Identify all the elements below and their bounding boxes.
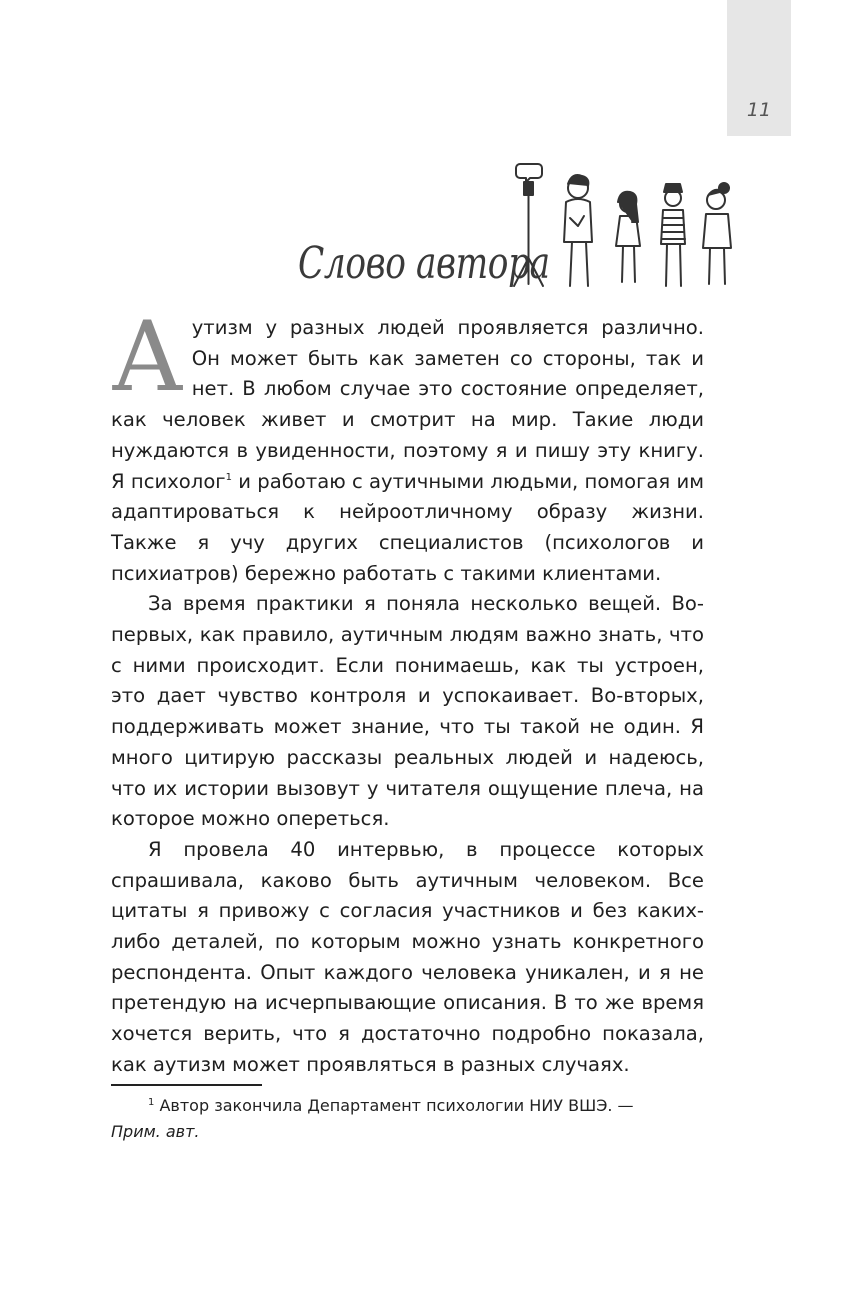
footnote xyxy=(111,1093,711,1145)
footnote-text: Автор закончила Департамент психологии НИУ ВШЭ. — xyxy=(159,1096,634,1115)
person-icon xyxy=(564,175,592,286)
person-icon xyxy=(703,183,731,284)
footnote-note: Прим. авт. xyxy=(111,1122,200,1141)
footnote-divider xyxy=(111,1084,262,1086)
chapter-title: Слово автора xyxy=(298,238,550,289)
footnote-marker: 1 xyxy=(148,1097,155,1108)
body-text xyxy=(111,301,704,1081)
paragraph xyxy=(111,301,704,589)
drop-cap: А xyxy=(111,301,184,413)
paragraph-text: утизм у разных людей проявляется различно. Он может быть как заметен со стороны, так и нет. В любом случае это состояние определяет, как человек живет и смотрит на мир. Такие люди нуждаются в увиденности, поэтому я и пишу эту книгу. Я психолог xyxy=(111,316,704,493)
person-icon xyxy=(616,192,640,282)
people-microphone-illustration xyxy=(510,158,742,298)
paragraph: За время практики я поняла несколько вещей. Во-первых, как правило, аутичным людям важно знать, что с ними происходит. Если понимаешь, как ты устроен, это дает чувство контроля и успокаивает. Во-вторых, поддерживать может знание, что ты такой не один. Я много цитирую рассказы реальных людей и надеюсь, что их истории вызовут у читателя ощущение плеча, на которое можно опереться. xyxy=(111,592,704,831)
microphone-stand-icon xyxy=(514,164,543,286)
paragraph: Я провела 40 интервью, в процессе которых спрашивала, каково быть аутичным человеком. Все цитаты я привожу с согласия участников и без каких-либо деталей, по которым можно узнать конкретного респондента. Опыт каждого человека уникален, и я не претендую на исчерпывающие описания. В то же время хочется верить, что я достаточно подробно показала, как аутизм может проявляться в разных случаях. xyxy=(111,837,704,1076)
person-icon xyxy=(661,184,685,286)
page-number: 11 xyxy=(746,99,772,121)
paragraph-text: и работаю с аутичными людьми, помогая им адаптироваться к нейроотличному образу жизни. Также я учу других специалистов (психологов и психиатров) бережно работать с такими клиентами. xyxy=(111,469,704,585)
footnote-reference[interactable]: 1 xyxy=(225,471,232,483)
